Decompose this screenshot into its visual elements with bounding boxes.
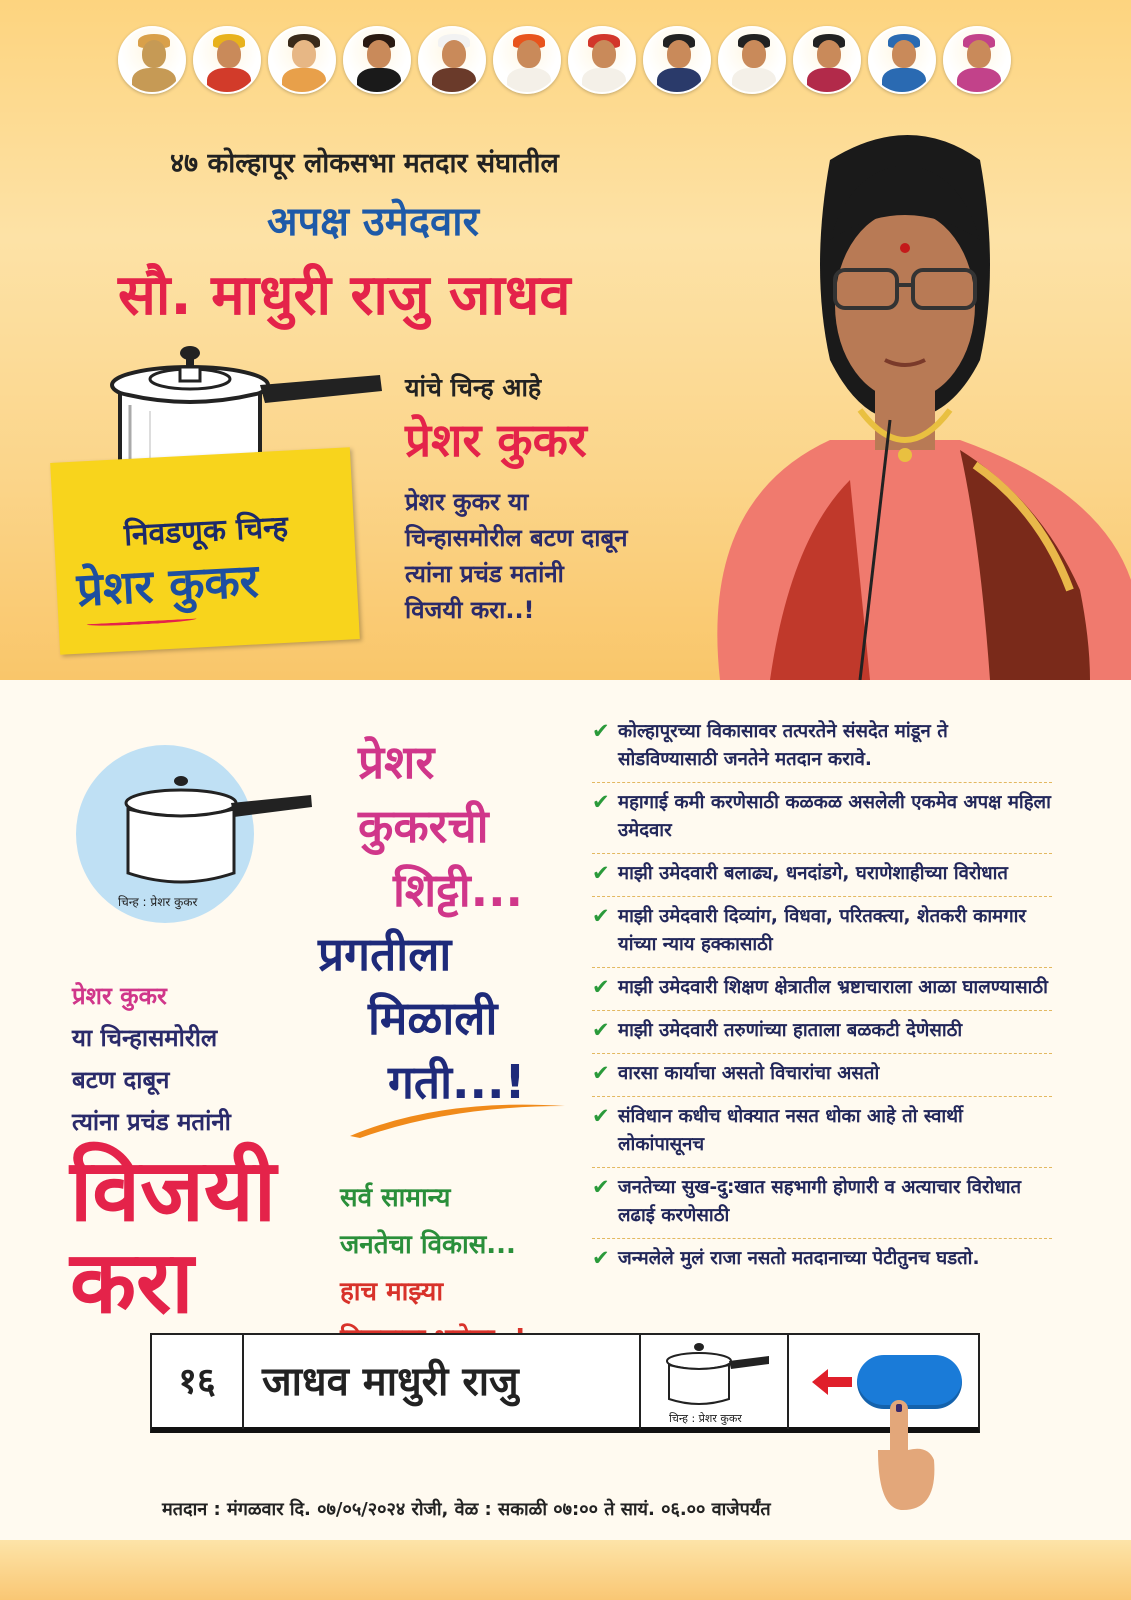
orange-swoosh bbox=[350, 1098, 565, 1138]
portrait-icon bbox=[118, 26, 186, 94]
list-item bbox=[592, 1239, 1052, 1281]
slogan2-line: जनतेचा विकास... bbox=[340, 1230, 516, 1260]
left-appeal-line: या चिन्हासमोरील bbox=[72, 1024, 218, 1052]
list-item bbox=[592, 968, 1052, 1011]
left-appeal-line: बटण दाबून bbox=[72, 1066, 170, 1094]
slogan-line: प्रेशर bbox=[358, 735, 435, 789]
check-icon: ✔ bbox=[592, 790, 610, 814]
constituency-line: ४७ कोल्हापूर लोकसभा मतदार संघातील bbox=[170, 148, 559, 179]
ballot-symbol-caption: चिन्ह : प्रेशर कुकर bbox=[669, 1412, 742, 1425]
list-item-text: जनतेच्या सुख-दु:खात सहभागी होणारी व अत्याचार विरोधात लढाई करणेसाठी bbox=[618, 1177, 1022, 1226]
portrait-icon bbox=[343, 26, 411, 94]
check-icon: ✔ bbox=[592, 1018, 610, 1042]
list-item bbox=[592, 1011, 1052, 1054]
candidate-photo bbox=[660, 120, 1131, 680]
list-item-text: महागाई कमी करणेसाठी कळकळ असलेली एकमेव अपक्ष महिला उमेदवार bbox=[618, 792, 1051, 841]
appeal-line: प्रेशर कुकर या bbox=[405, 488, 529, 516]
check-icon: ✔ bbox=[592, 1104, 610, 1128]
leaders-portrait-row bbox=[118, 26, 1018, 106]
list-item bbox=[592, 1054, 1052, 1097]
portrait-icon bbox=[568, 26, 636, 94]
list-item bbox=[592, 1097, 1052, 1168]
ballot-strip bbox=[150, 1333, 980, 1433]
symbol-caption: चिन्ह : प्रेशर कुकर bbox=[118, 895, 198, 909]
list-item bbox=[592, 1168, 1052, 1239]
appeal-line: त्यांना प्रचंड मतांनी bbox=[405, 560, 564, 588]
symbol-box bbox=[50, 447, 360, 654]
portrait-icon bbox=[943, 26, 1011, 94]
list-item bbox=[592, 783, 1052, 854]
voting-finger-icon bbox=[868, 1400, 938, 1510]
promise-list bbox=[592, 712, 1052, 1281]
slogan2-line: सर्व सामान्य bbox=[340, 1183, 451, 1213]
slogan-line: कुकरची bbox=[358, 799, 489, 853]
list-item-text: वारसा कार्याचा असतो विचारांचा असतो bbox=[618, 1063, 880, 1084]
polling-info: मतदान : मंगळवार दि. ०७/०५/२०२४ रोजी, वेळ : सकाळी ०७:०० ते सायं. ०६.०० वाजेपर्यंत bbox=[162, 1499, 771, 1520]
list-item-text: कोल्हापूरच्या विकासावर तत्परतेने संसदेत मांडून ते सोडविण्यासाठी जनतेने मतदान करावे. bbox=[618, 721, 948, 770]
portrait-icon bbox=[718, 26, 786, 94]
check-icon: ✔ bbox=[592, 1246, 610, 1270]
pressure-cooker-icon bbox=[106, 773, 316, 893]
symbol-name: प्रेशर कुकर bbox=[405, 413, 587, 467]
check-icon: ✔ bbox=[592, 1175, 610, 1199]
slogan-line: मिळाली bbox=[368, 991, 498, 1045]
symbol-box-name bbox=[75, 548, 260, 619]
list-item-text: संविधान कधीच धोक्यात नसत धोका आहे तो स्वार्थी लोकांपासूनच bbox=[618, 1106, 963, 1155]
candidate-name-title: सौ. माधुरी राजु जाधव bbox=[118, 263, 571, 328]
portrait-icon bbox=[193, 26, 261, 94]
appeal-line: विजयी करा..! bbox=[405, 596, 535, 624]
left-appeal bbox=[72, 975, 231, 1143]
ballot-symbol bbox=[639, 1335, 789, 1429]
list-item-text: माझी उमेदवारी बलाढ्य, धनदांडगे, घराणेशाहीच्या विरोधात bbox=[618, 863, 1008, 884]
list-item-text: जन्मलेले मुलं राजा नसतो मतदानाच्या पेटीतुनच घडतो. bbox=[618, 1248, 980, 1269]
symbol-word-2: कुकर bbox=[167, 553, 260, 612]
arrow-left-icon bbox=[812, 1367, 852, 1397]
list-item bbox=[592, 712, 1052, 783]
left-appeal-line: प्रेशर कुकर bbox=[72, 982, 167, 1010]
portrait-icon bbox=[793, 26, 861, 94]
list-item-text: माझी उमेदवारी दिव्यांग, विधवा, परितक्त्या, शेतकरी कामगार यांच्या न्याय हक्कासाठी bbox=[618, 906, 1026, 955]
candidate-type: अपक्ष उमेदवार bbox=[267, 199, 479, 245]
portrait-icon bbox=[268, 26, 336, 94]
list-item bbox=[592, 854, 1052, 897]
symbol-word-1: प्रेशर bbox=[75, 558, 155, 617]
symbol-appeal bbox=[405, 484, 695, 628]
check-icon: ✔ bbox=[592, 904, 610, 928]
symbol-label: यांचे चिन्ह आहे bbox=[405, 373, 542, 402]
portrait-icon bbox=[868, 26, 936, 94]
list-item-text: माझी उमेदवारी तरुणांच्या हाताला बळकटी देणेसाठी bbox=[618, 1020, 963, 1041]
vijayi-kara bbox=[70, 1141, 277, 1333]
portrait-icon bbox=[418, 26, 486, 94]
kara-word: करा bbox=[70, 1233, 194, 1333]
check-icon: ✔ bbox=[592, 861, 610, 885]
list-item-text: माझी उमेदवारी शिक्षण क्षेत्रातील भ्रष्टाचाराला आळा घालण्यासाठी bbox=[618, 977, 1048, 998]
left-appeal-line: त्यांना प्रचंड मतांनी bbox=[72, 1108, 231, 1136]
pressure-cooker-icon bbox=[659, 1341, 771, 1411]
list-item bbox=[592, 897, 1052, 968]
appeal-line: चिन्हासमोरील बटण दाबून bbox=[405, 524, 628, 552]
ballot-candidate-name: जाधव माधुरी राजु bbox=[262, 1359, 519, 1405]
portrait-icon bbox=[493, 26, 561, 94]
check-icon: ✔ bbox=[592, 975, 610, 999]
portrait-icon bbox=[643, 26, 711, 94]
slogan-line: शिट्टी... bbox=[393, 863, 524, 917]
slogan-line: प्रगतीला bbox=[318, 927, 452, 981]
check-icon: ✔ bbox=[592, 1061, 610, 1085]
check-icon: ✔ bbox=[592, 719, 610, 743]
ballot-number: १६ bbox=[152, 1335, 244, 1429]
vijayi-word: विजयी bbox=[70, 1141, 277, 1241]
bottom-bar bbox=[0, 1540, 1131, 1600]
symbol-box-title: निवडणूक चिन्ह bbox=[123, 509, 289, 554]
whistle-slogan bbox=[318, 730, 578, 1114]
slogan-line: गती...! bbox=[388, 1055, 526, 1109]
slogan2-line: हाच माझ्या bbox=[340, 1277, 444, 1307]
